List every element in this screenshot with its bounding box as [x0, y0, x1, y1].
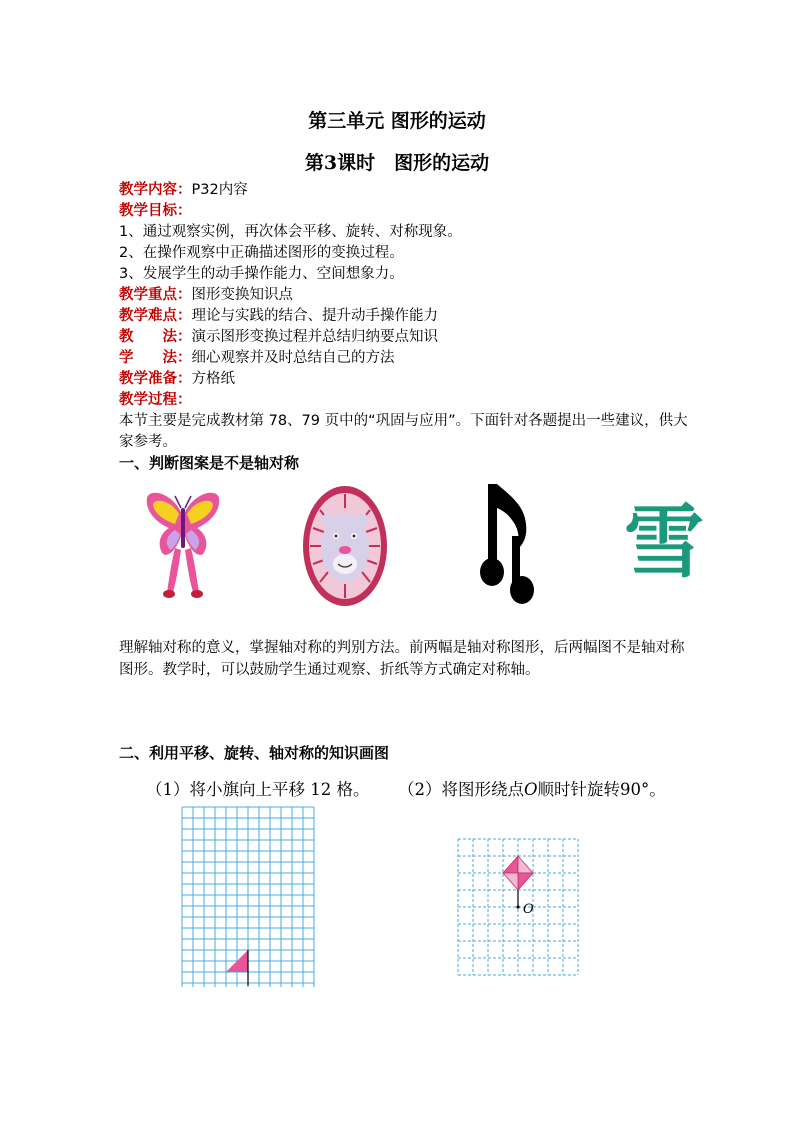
goals-line	[119, 201, 689, 222]
difficulty-label: 教学难点：	[119, 308, 192, 324]
lion-icon	[302, 484, 388, 608]
butterfly-icon	[145, 488, 221, 600]
question-2	[398, 776, 666, 800]
teach-method-line	[119, 327, 689, 348]
symmetry-figures	[0, 482, 794, 612]
unit-title: 第三单元 图形的运动	[308, 110, 486, 132]
key-label: 教学重点：	[119, 287, 192, 303]
goal-item: 2、在操作观察中正确描述图形的变换过程。	[119, 245, 404, 261]
learn-method-line	[119, 348, 689, 369]
music-note-icon	[480, 484, 538, 606]
teach-method-label: 教 法：	[119, 329, 192, 345]
point-o-marker	[516, 905, 519, 908]
process-label: 教学过程：	[119, 392, 192, 408]
learn-method-value: 细心观察并及时总结自己的方法	[191, 350, 395, 366]
goal-item: 3、发展学生的动手操作能力、空间想象力。	[119, 266, 404, 282]
prep-line	[119, 369, 689, 390]
content-line	[119, 180, 689, 201]
rotation-grid	[457, 838, 583, 978]
prep-value: 方格纸	[191, 371, 235, 387]
content-label: 教学内容：	[119, 182, 192, 198]
process-line	[119, 390, 689, 411]
teach-method-value: 演示图形变换过程并总结归纳要点知识	[191, 329, 438, 345]
point-o-label: O	[523, 902, 534, 917]
lesson-title: 第3课时 图形的运动	[304, 152, 490, 174]
section1-heading: 一、判断图案是不是轴对称	[119, 454, 300, 472]
key-value: 图形变换知识点	[191, 287, 293, 303]
lesson-info	[119, 180, 689, 474]
learn-method-label: 学 法：	[119, 350, 192, 366]
snow-character: 雪	[624, 495, 704, 589]
translation-grid	[181, 806, 317, 988]
difficulty-line	[119, 306, 689, 327]
question-1: （1）将小旗向上平移 12 格。	[146, 780, 370, 799]
question-2-point: O	[524, 780, 538, 799]
question-2-pre: （2）将图形绕点	[398, 780, 524, 799]
goal-item: 1、通过观察实例，再次体会平移、旋转、对称现象。	[119, 224, 462, 240]
content-value: P32内容	[191, 182, 248, 198]
prep-label: 教学准备：	[119, 371, 192, 387]
intro-paragraph: 本节主要是完成教材第 78、79 页中的“巩固与应用”。下面针对各题提出一些建议，供大家参考。	[119, 413, 688, 450]
question-2-post: 顺时针旋转90°。	[537, 780, 666, 799]
goals-label: 教学目标：	[119, 203, 192, 219]
symmetry-explanation: 理解轴对称的意义，掌握轴对称的判别方法。前两幅是轴对称图形，后两幅图不是轴对称图形。教学时，可以鼓励学生通过观察、折纸等方式确定对称轴。	[119, 640, 685, 678]
section2-heading: 二、利用平移、旋转、轴对称的知识画图	[119, 744, 390, 762]
difficulty-value: 理论与实践的结合、提升动手操作能力	[191, 308, 438, 324]
pinwheel-shape	[503, 856, 533, 890]
key-line	[119, 285, 689, 306]
